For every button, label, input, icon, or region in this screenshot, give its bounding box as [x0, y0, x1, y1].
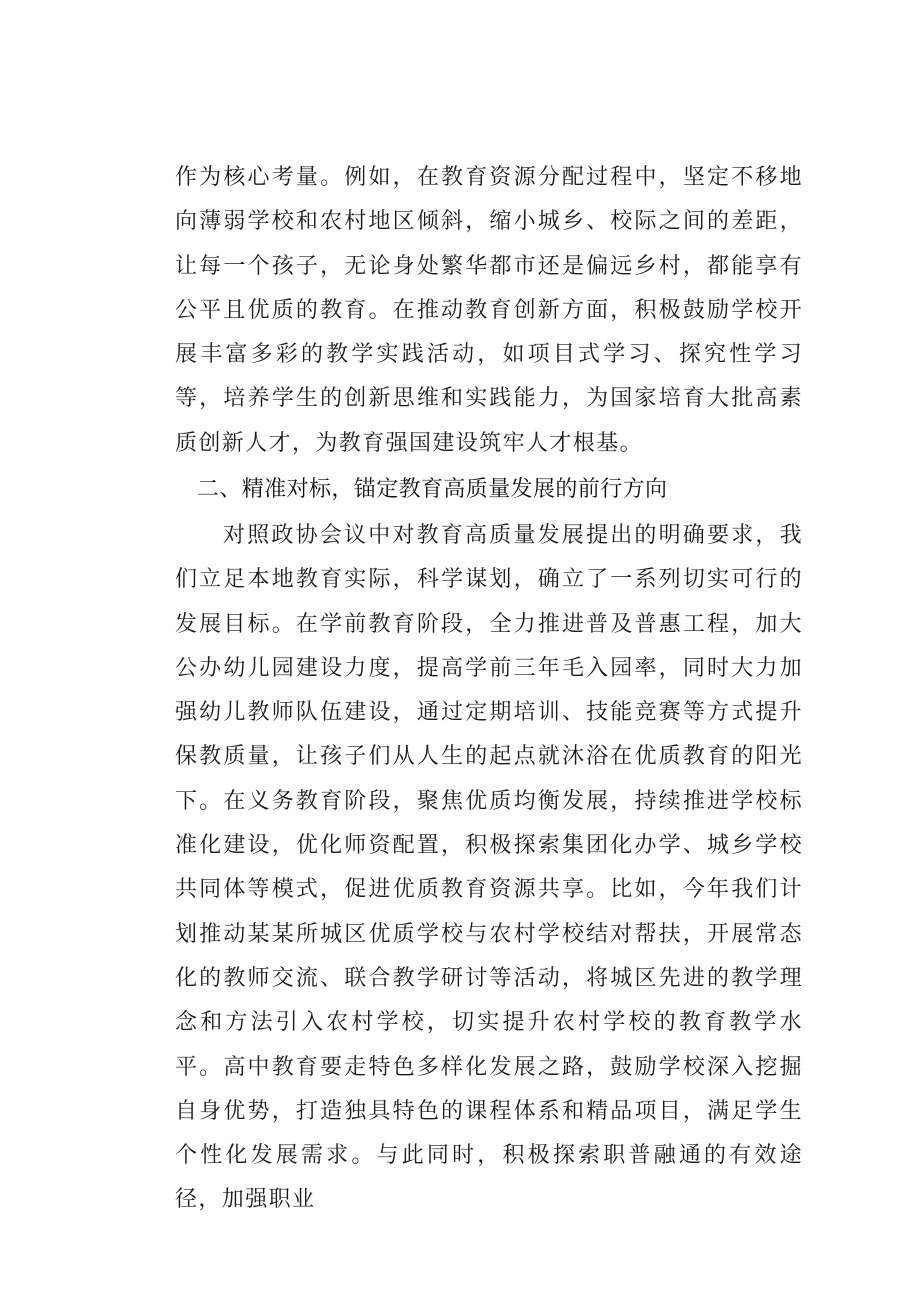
paragraph-block-1: [175, 156, 803, 466]
body-paragraph-2: 对照政协会议中对教育高质量发展提出的明确要求，我们立足本地教育实际，科学谋划，确立了一系列切实可行的发展目标。在学前教育阶段，全力推进普及普惠工程，加大公办幼儿园建设力度，提高学前三年毛入园率，同时大力加强幼儿教师队伍建设，通过定期培训、技能竞赛等方式提升保教质量，让孩子们从人生的起点就沐浴在优质教育的阳光下。在义务教育阶段，聚焦优质均衡发展，持续推进学校标准化建设，优化师资配置，积极探索集团化办学、城乡学校共同体等模式，促进优质教育资源共享。比如，今年我们计划推动某某所城区优质学校与农村学校结对帮扶，开展常态化的教师交流、联合教学研讨等活动，将城区先进的教学理念和方法引入农村学校，切实提升农村学校的教育教学水平。高中教育要走特色多样化发展之路，鼓励学校深入挖掘自身优势，打造独具特色的课程体系和精品项目，满足学生个性化发展需求。与此同时，积极探索职普融通的有效途径，加强职业: [175, 523, 803, 1213]
body-paragraph-1: 作为核心考量。例如，在教育资源分配过程中，坚定不移地向薄弱学校和农村地区倾斜，缩小城乡、校际之间的差距，让每一个孩子，无论身处繁华都市还是偏远乡村，都能享有公平且优质的教育。在推动教育创新方面，积极鼓励学校开展丰富多彩的教学实践活动，如项目式学习、探究性学习等，培养学生的创新思维和实践能力，为国家培育大批高素质创新人才，为教育强国建设筑牢人才根基。: [175, 165, 803, 456]
paragraph-block-2: [175, 514, 803, 1223]
section-heading: 二、精准对标，锚定教育高质量发展的前行方向: [197, 477, 668, 502]
